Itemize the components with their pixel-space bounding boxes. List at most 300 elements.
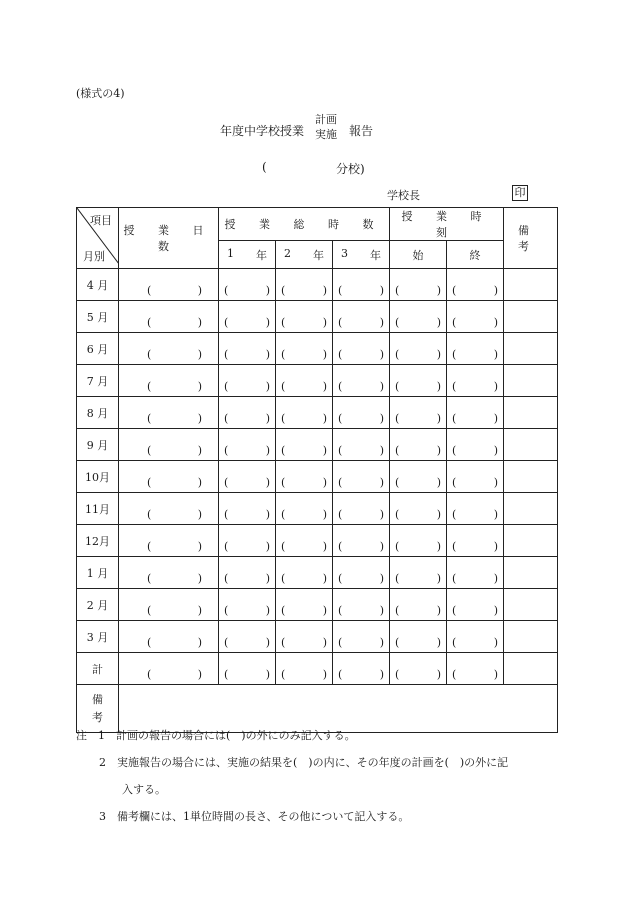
paren-open: (: [281, 604, 286, 617]
paren-close: ): [493, 668, 498, 681]
paren-open: (: [395, 572, 400, 585]
paren-open: (: [281, 668, 286, 681]
days-cell[interactable]: [119, 525, 219, 557]
paren-close: ): [322, 444, 327, 457]
hours-cell[interactable]: [219, 269, 276, 301]
paren-open: (: [281, 444, 286, 457]
days-cell[interactable]: [119, 397, 219, 429]
corner-item-label: 項目: [90, 214, 112, 227]
schedule-table: [76, 207, 558, 733]
hours-cell[interactable]: [333, 269, 390, 301]
paren-close: ): [379, 476, 384, 489]
paren-open: (: [147, 380, 152, 393]
hours-cell[interactable]: [276, 493, 333, 525]
time-cell[interactable]: [447, 301, 504, 333]
paren-open: (: [338, 636, 343, 649]
remarks-cell[interactable]: [504, 269, 558, 301]
paren-close: ): [379, 316, 384, 329]
paren-open: (: [147, 348, 152, 361]
remarks-cell[interactable]: [504, 493, 558, 525]
paren-close: ): [379, 668, 384, 681]
paren-open: (: [224, 604, 229, 617]
paren-open: (: [338, 572, 343, 585]
paren-open: (: [338, 476, 343, 489]
month-row: [77, 461, 558, 493]
paren-close: ): [379, 284, 384, 297]
time-cell[interactable]: [390, 653, 447, 685]
month-label: 計: [77, 653, 119, 685]
time-cell[interactable]: [447, 621, 504, 653]
month-label: 11月: [77, 493, 119, 525]
time-cell[interactable]: [390, 301, 447, 333]
paren-open: (: [281, 348, 286, 361]
paren-close: ): [265, 284, 270, 297]
paren-close: ): [493, 636, 498, 649]
paren-close: ): [493, 284, 498, 297]
hours-cell[interactable]: [219, 461, 276, 493]
days-cell[interactable]: [119, 461, 219, 493]
paren-close: ): [322, 476, 327, 489]
days-cell[interactable]: [119, 365, 219, 397]
paren-close: ): [436, 508, 441, 521]
paren-close: ): [379, 636, 384, 649]
paren-open: (: [224, 380, 229, 393]
grade-3-header: 3 年: [333, 241, 390, 269]
paren-open: (: [147, 668, 152, 681]
paren-open: (: [452, 604, 457, 617]
paren-open: (: [224, 508, 229, 521]
paren-close: ): [197, 412, 202, 425]
days-header: 授 業 日 数: [119, 208, 219, 269]
paren-close: ): [379, 348, 384, 361]
paren-open: (: [224, 668, 229, 681]
month-row: [77, 429, 558, 461]
hours-cell[interactable]: [276, 429, 333, 461]
remarks-cell[interactable]: [504, 589, 558, 621]
paren-close: ): [322, 668, 327, 681]
paren-close: ): [379, 380, 384, 393]
time-cell[interactable]: [390, 589, 447, 621]
month-label: 10月: [77, 461, 119, 493]
hours-cell[interactable]: [333, 333, 390, 365]
paren-close: ): [493, 316, 498, 329]
paren-close: ): [436, 348, 441, 361]
days-cell[interactable]: [119, 653, 219, 685]
month-label: 8 月: [77, 397, 119, 429]
remarks-header: 備 考: [504, 208, 558, 269]
paren-close: ): [436, 636, 441, 649]
paren-close: ): [493, 572, 498, 585]
paren-close: ): [436, 476, 441, 489]
paren-open: (: [395, 380, 400, 393]
days-cell[interactable]: [119, 301, 219, 333]
paren-close: ): [197, 636, 202, 649]
paren-open: (: [338, 284, 343, 297]
paren-close: ): [265, 348, 270, 361]
paren-close: ): [322, 508, 327, 521]
paren-open: (: [452, 444, 457, 457]
days-cell[interactable]: [119, 269, 219, 301]
paren-close: ): [197, 604, 202, 617]
paren-open: (: [338, 540, 343, 553]
hours-cell[interactable]: [333, 493, 390, 525]
hours-cell[interactable]: [333, 429, 390, 461]
remarks-cell[interactable]: [504, 653, 558, 685]
paren-open: (: [452, 316, 457, 329]
paren-close: ): [322, 348, 327, 361]
paren-open: (: [224, 316, 229, 329]
note-2-cont: 入する。: [122, 783, 166, 796]
time-cell[interactable]: [447, 333, 504, 365]
month-row: [77, 589, 558, 621]
paren-close: ): [493, 348, 498, 361]
paren-close: ): [379, 604, 384, 617]
time-cell[interactable]: [390, 269, 447, 301]
remarks-cell[interactable]: [504, 525, 558, 557]
paren-close: ): [493, 604, 498, 617]
paren-open: (: [338, 316, 343, 329]
time-cell[interactable]: [447, 365, 504, 397]
paren-close: ): [197, 284, 202, 297]
paren-close: ): [197, 668, 202, 681]
time-cell[interactable]: [447, 269, 504, 301]
paren-open: (: [281, 412, 286, 425]
hours-cell[interactable]: [276, 621, 333, 653]
paren-open: (: [452, 380, 457, 393]
remarks-cell[interactable]: [504, 397, 558, 429]
paren-open: (: [338, 380, 343, 393]
principal-label: 学校長: [387, 189, 420, 202]
paren-open: (: [338, 508, 343, 521]
paren-open: (: [147, 572, 152, 585]
paren-open: (: [338, 444, 343, 457]
paren-close: ): [265, 316, 270, 329]
hours-cell[interactable]: [219, 589, 276, 621]
paren-open: (: [338, 604, 343, 617]
paren-open: (: [452, 636, 457, 649]
paren-close: ): [493, 380, 498, 393]
time-cell[interactable]: [390, 493, 447, 525]
paren-open: (: [395, 540, 400, 553]
paren-close: ): [265, 668, 270, 681]
title-plan: 計画: [315, 113, 337, 126]
hours-cell[interactable]: [219, 365, 276, 397]
hours-cell[interactable]: [219, 557, 276, 589]
paren-close: ): [197, 540, 202, 553]
paren-close: ): [436, 604, 441, 617]
paren-open: (: [452, 540, 457, 553]
paren-open: (: [395, 508, 400, 521]
month-label: 4 月: [77, 269, 119, 301]
time-cell[interactable]: [447, 653, 504, 685]
paren-close: ): [493, 508, 498, 521]
title-actual: 実施: [315, 128, 337, 141]
paren-close: ): [379, 412, 384, 425]
paren-close: ): [436, 412, 441, 425]
paren-close: ): [436, 316, 441, 329]
month-row: [77, 557, 558, 589]
start-header: 始: [390, 241, 447, 269]
time-cell[interactable]: [390, 621, 447, 653]
title-report: 報告: [349, 124, 374, 138]
time-cell[interactable]: [447, 461, 504, 493]
month-label: 1 月: [77, 557, 119, 589]
paren-close: ): [265, 636, 270, 649]
corner-month-label: 月別: [83, 250, 105, 263]
paren-close: ): [436, 540, 441, 553]
paren-close: ): [436, 668, 441, 681]
paren-open: (: [452, 476, 457, 489]
paren-open: (: [338, 668, 343, 681]
paren-close: ): [322, 604, 327, 617]
notes: [76, 722, 508, 830]
title-plan-actual: [315, 112, 337, 142]
month-label: 7 月: [77, 365, 119, 397]
paren-open: (: [224, 348, 229, 361]
days-cell[interactable]: [119, 333, 219, 365]
month-row: [77, 621, 558, 653]
hours-cell[interactable]: [333, 589, 390, 621]
paren-close: ): [265, 572, 270, 585]
paren-close: ): [493, 476, 498, 489]
seal-box: 印: [512, 185, 528, 201]
paren-open: (: [147, 316, 152, 329]
month-row: [77, 333, 558, 365]
paren-open: (: [395, 476, 400, 489]
hours-cell[interactable]: [333, 301, 390, 333]
paren-close: ): [197, 380, 202, 393]
hours-cell[interactable]: [333, 621, 390, 653]
month-label: 5 月: [77, 301, 119, 333]
hours-cell[interactable]: [276, 365, 333, 397]
paren-close: ): [322, 412, 327, 425]
paren-open: (: [452, 572, 457, 585]
hours-cell[interactable]: [333, 461, 390, 493]
remarks-cell[interactable]: [504, 365, 558, 397]
hours-cell[interactable]: [219, 429, 276, 461]
hours-cell[interactable]: [219, 653, 276, 685]
month-row: [77, 269, 558, 301]
time-cell[interactable]: [447, 557, 504, 589]
hours-cell[interactable]: [333, 397, 390, 429]
paren-close: ): [493, 540, 498, 553]
paren-close: ): [322, 636, 327, 649]
branch-open-paren: (: [262, 160, 267, 174]
paren-close: ): [436, 380, 441, 393]
paren-open: (: [452, 508, 457, 521]
paren-open: (: [395, 412, 400, 425]
paren-close: ): [265, 380, 270, 393]
paren-open: (: [224, 444, 229, 457]
hours-cell[interactable]: [333, 557, 390, 589]
hours-cell[interactable]: [276, 557, 333, 589]
days-cell[interactable]: [119, 589, 219, 621]
paren-close: ): [322, 572, 327, 585]
time-cell[interactable]: [390, 461, 447, 493]
paren-open: (: [395, 668, 400, 681]
paren-close: ): [265, 508, 270, 521]
paren-open: (: [395, 284, 400, 297]
days-cell[interactable]: [119, 493, 219, 525]
hours-cell[interactable]: [219, 301, 276, 333]
paren-open: (: [224, 540, 229, 553]
corner-cell: [77, 208, 119, 269]
end-header: 終: [447, 241, 504, 269]
paren-close: ): [379, 508, 384, 521]
paren-close: ): [197, 572, 202, 585]
paren-open: (: [147, 412, 152, 425]
paren-close: ): [322, 316, 327, 329]
time-cell[interactable]: [447, 589, 504, 621]
note-2: 2 実施報告の場合には、実施の結果を( )の内に、その年度の計画を( )の外に記: [99, 756, 509, 769]
paren-close: ): [322, 284, 327, 297]
remarks-cell[interactable]: [504, 621, 558, 653]
remarks-cell[interactable]: [504, 461, 558, 493]
month-row: [77, 365, 558, 397]
days-cell[interactable]: [119, 621, 219, 653]
hours-cell[interactable]: [333, 653, 390, 685]
title-main: 年度中学校授業: [220, 124, 305, 138]
hours-cell[interactable]: [276, 461, 333, 493]
hours-cell[interactable]: [219, 397, 276, 429]
hours-cell[interactable]: [219, 525, 276, 557]
paren-close: ): [493, 444, 498, 457]
paren-open: (: [281, 476, 286, 489]
paren-close: ): [197, 316, 202, 329]
paren-open: (: [281, 540, 286, 553]
note-1: 注 1 計画の報告の場合には( )の外にのみ記入する。: [76, 729, 356, 742]
hours-cell[interactable]: [333, 525, 390, 557]
paren-open: (: [395, 348, 400, 361]
paren-open: (: [147, 444, 152, 457]
grade-1-header: 1 年: [219, 241, 276, 269]
paren-open: (: [281, 284, 286, 297]
paren-close: ): [197, 476, 202, 489]
month-row: [77, 301, 558, 333]
grade-2-header: 2 年: [276, 241, 333, 269]
paren-open: (: [224, 572, 229, 585]
paren-close: ): [322, 380, 327, 393]
paren-open: (: [224, 412, 229, 425]
paren-close: ): [265, 540, 270, 553]
paren-close: ): [493, 412, 498, 425]
paren-close: ): [197, 444, 202, 457]
remarks-cell[interactable]: [504, 429, 558, 461]
remarks-cell[interactable]: [504, 557, 558, 589]
time-cell[interactable]: [447, 429, 504, 461]
paren-open: (: [452, 348, 457, 361]
paren-open: (: [281, 380, 286, 393]
month-row: [77, 493, 558, 525]
month-row: [77, 525, 558, 557]
paren-close: ): [197, 348, 202, 361]
month-label: 9 月: [77, 429, 119, 461]
month-label: 3 月: [77, 621, 119, 653]
month-row: [77, 397, 558, 429]
paren-open: (: [147, 604, 152, 617]
paren-open: (: [147, 636, 152, 649]
paren-open: (: [395, 636, 400, 649]
remarks-cell[interactable]: [504, 333, 558, 365]
paren-open: (: [147, 540, 152, 553]
paren-close: ): [265, 412, 270, 425]
paren-open: (: [224, 476, 229, 489]
paren-open: (: [281, 636, 286, 649]
time-cell[interactable]: [447, 397, 504, 429]
paren-close: ): [322, 540, 327, 553]
paren-open: (: [395, 316, 400, 329]
paren-open: (: [452, 668, 457, 681]
time-cell[interactable]: [390, 429, 447, 461]
hours-cell[interactable]: [276, 653, 333, 685]
paren-open: (: [147, 476, 152, 489]
hours-cell[interactable]: [219, 493, 276, 525]
hours-cell[interactable]: [276, 333, 333, 365]
hours-cell[interactable]: [276, 525, 333, 557]
hours-header: 授 業 総 時 数: [219, 208, 390, 241]
month-label: 12月: [77, 525, 119, 557]
header-row-1: [77, 208, 558, 241]
paren-close: ): [265, 444, 270, 457]
branch-label: 分校): [336, 162, 365, 176]
days-cell[interactable]: [119, 557, 219, 589]
time-cell[interactable]: [390, 557, 447, 589]
remarks-row-label-bottom: 考: [92, 710, 103, 724]
paren-open: (: [338, 412, 343, 425]
paren-close: ): [379, 572, 384, 585]
remarks-cell[interactable]: [504, 301, 558, 333]
paren-close: ): [197, 508, 202, 521]
paren-close: ): [436, 444, 441, 457]
hours-cell[interactable]: [276, 301, 333, 333]
time-cell[interactable]: [390, 333, 447, 365]
paren-open: (: [281, 572, 286, 585]
paren-open: (: [395, 444, 400, 457]
time-cell[interactable]: [390, 397, 447, 429]
paren-open: (: [281, 508, 286, 521]
paren-close: ): [436, 284, 441, 297]
time-cell[interactable]: [447, 493, 504, 525]
days-cell[interactable]: [119, 429, 219, 461]
paren-open: (: [452, 412, 457, 425]
paren-open: (: [147, 284, 152, 297]
time-cell[interactable]: [447, 525, 504, 557]
time-header: 授 業 時 刻: [390, 208, 504, 241]
hours-cell[interactable]: [276, 589, 333, 621]
hours-cell[interactable]: [333, 365, 390, 397]
paren-close: ): [379, 540, 384, 553]
paren-close: ): [436, 572, 441, 585]
hours-cell[interactable]: [276, 269, 333, 301]
remarks-row-label-top: 備: [92, 692, 103, 706]
time-cell[interactable]: [390, 525, 447, 557]
month-row: [77, 653, 558, 685]
month-label: 2 月: [77, 589, 119, 621]
hours-cell[interactable]: [276, 397, 333, 429]
paren-close: ): [265, 604, 270, 617]
paren-open: (: [338, 348, 343, 361]
paren-open: (: [281, 316, 286, 329]
hours-cell[interactable]: [219, 621, 276, 653]
time-cell[interactable]: [390, 365, 447, 397]
month-label: 6 月: [77, 333, 119, 365]
paren-open: (: [224, 636, 229, 649]
paren-open: (: [452, 284, 457, 297]
note-3: 3 備考欄には、1単位時間の長さ、その他について記入する。: [99, 810, 410, 823]
paren-close: ): [265, 476, 270, 489]
hours-cell[interactable]: [219, 333, 276, 365]
paren-open: (: [224, 284, 229, 297]
